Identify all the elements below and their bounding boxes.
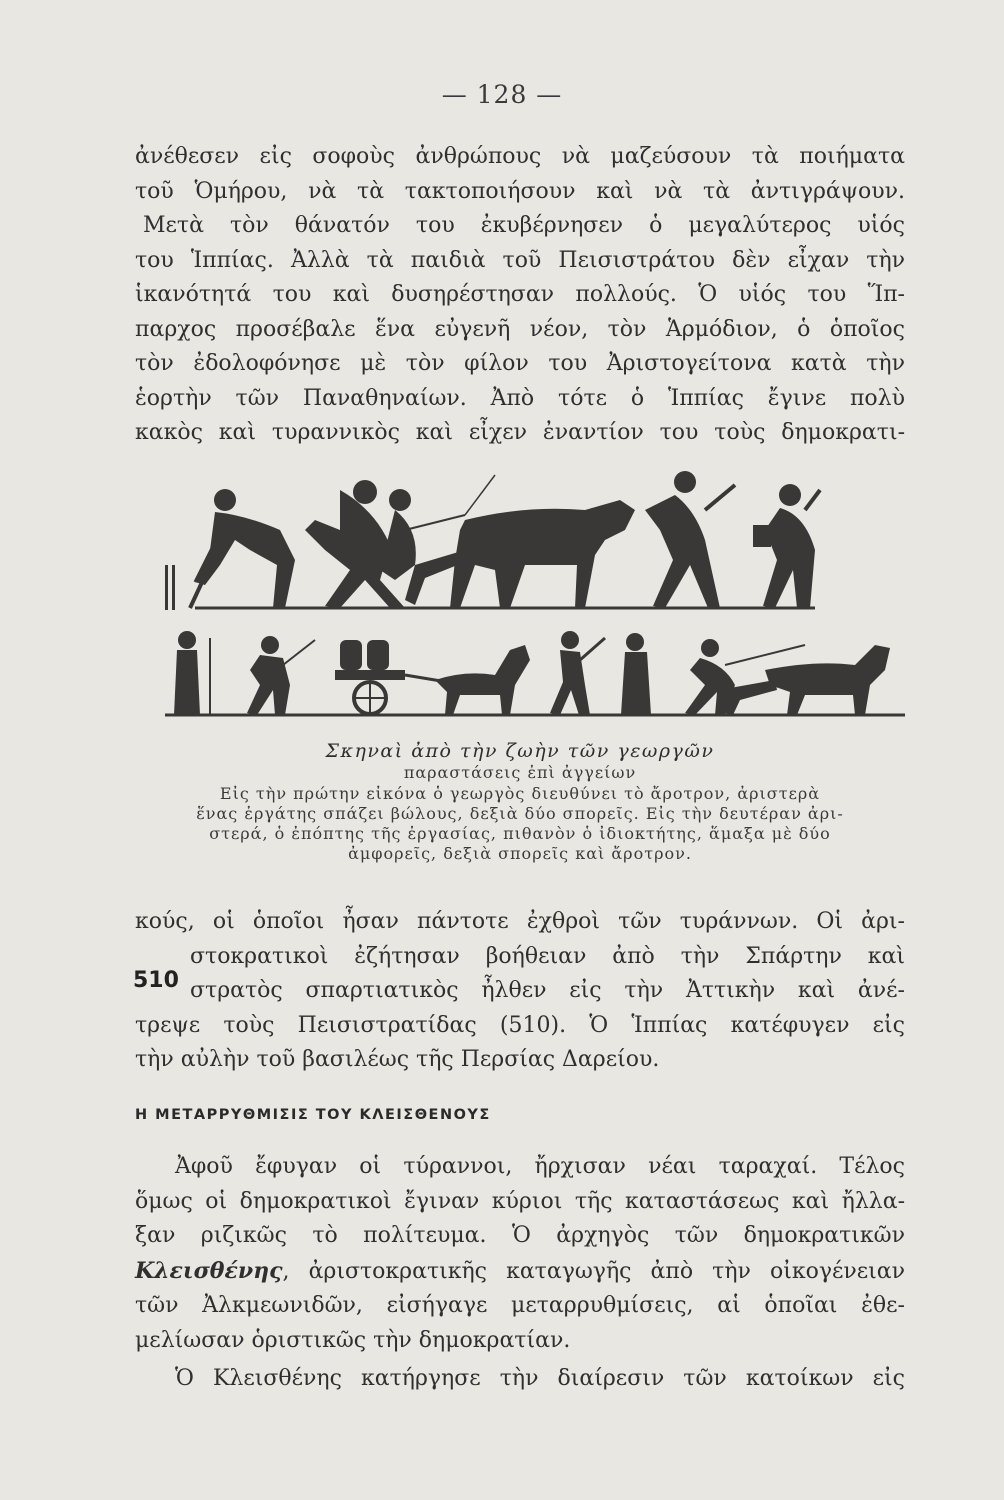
- paragraph-3: [135, 1150, 905, 1358]
- caption-text: [135, 784, 905, 864]
- text-line: μελίωσαν ὁριστικῶς τὴν δημοκρατίαν.: [135, 1327, 571, 1353]
- section-heading: Η ΜΕΤΑΡΡΥΘΜΙΣΙΣ ΤΟΥ ΚΛΕΙΣΘΕΝΟΥΣ: [135, 1107, 491, 1123]
- text-line: του Ἱππίας. Ἀλλὰ τὰ παιδιὰ τοῦ Πεισιστράτου δὲν εἶχαν τὴν: [135, 247, 905, 273]
- text-line: ξαν ριζικῶς τὸ πολίτευμα. Ὁ ἀρχηγὸς τῶν δημοκρατικῶν: [135, 1223, 905, 1248]
- text-line: ἀνέθεσεν εἰς σοφοὺς ἀνθρώπους νὰ μαζεύσουν τὰ ποιήματα: [135, 144, 905, 169]
- text-line: Ἀφοῦ ἔφυγαν οἱ τύραννοι, ἤρχισαν νέαι ταραχαί. Τέλος: [175, 1154, 905, 1179]
- caption-line: ἕνας ἐργάτης σπάζει βώλους, δεξιὰ δύο σπορεῖς. Εἰς τὴν δευτέραν ἀρι-: [196, 804, 844, 823]
- text-fragment: , ἀριστοκρατικῆς καταγωγῆς ἀπὸ τὴν οἰκογένειαν: [282, 1258, 905, 1284]
- vase-painting-farm-scene-icon: [165, 470, 905, 740]
- caption-subtitle: παραστάσεις ἐπὶ ἀγγείων: [403, 763, 637, 782]
- paragraph-1: [135, 140, 905, 451]
- vase-painting-figure: [165, 470, 905, 740]
- text-line: τρεψε τοὺς Πεισιστρατίδας (510). Ὁ Ἱππίας κατέφυγεν εἰς: [135, 1012, 905, 1038]
- emphasized-name: Κλεισθένης: [135, 1257, 283, 1284]
- page-number: — 128 —: [441, 80, 563, 109]
- margin-year: 510: [133, 968, 179, 993]
- caption-line: στερά, ὁ ἐπόπτης τῆς ἐργασίας, πιθανὸν ὁ ἰδιοκτήτης, ἅμαξα μὲ δύο: [209, 824, 831, 843]
- text-line: κακὸς καὶ τυραννικὸς καὶ εἶχεν ἐναντίον του τοὺς δημοκρατι-: [135, 420, 905, 445]
- text-line: τοῦ Ὁμήρου, νὰ τὰ τακτοποιήσουν καὶ νὰ τὰ ἀντιγράψουν.: [135, 178, 905, 204]
- text-line: ὅμως οἱ δημοκρατικοὶ ἔγιναν κύριοι τῆς καταστάσεως καὶ ἤλλα-: [135, 1188, 905, 1214]
- text-line: [135, 1254, 905, 1290]
- text-line: τὸν ἐδολοφόνησε μὲ τὸν φίλον του Ἀριστογείτονα κατὰ τὴν: [135, 351, 905, 376]
- text-line: Μετὰ τὸν θάνατόν του ἐκυβέρνησεν ὁ μεγαλύτερος υἱός: [143, 213, 905, 238]
- paragraph-4: [135, 1362, 905, 1397]
- paragraph-2: [135, 905, 905, 1078]
- caption-line: ἀμφορεῖς, δεξιὰ σπορεῖς καὶ ἄροτρον.: [348, 844, 692, 863]
- text-line: παρχος προσέβαλε ἕνα εὐγενῆ νέον, τὸν Ἁρμόδιον, ὁ ὁποῖος: [135, 316, 905, 342]
- caption-line: Εἰς τὴν πρώτην εἰκόνα ὁ γεωργὸς διευθύνει τὸ ἄροτρον, ἀριστερὰ: [219, 784, 821, 803]
- text-line: στοκρατικοὶ ἐζήτησαν βοήθειαν ἀπὸ τὴν Σπάρτην καὶ: [190, 943, 905, 969]
- text-line: Ὁ Κλεισθένης κατήργησε τὴν διαίρεσιν τῶν κατοίκων εἰς: [175, 1366, 905, 1391]
- text-line: στρατὸς σπαρτιατικὸς ἦλθεν εἰς τὴν Ἀττικὴν καὶ ἀνέ-: [190, 978, 905, 1003]
- text-line: ἱκανότητά του καὶ δυσηρέστησαν πολλούς. Ὁ υἱός του Ἵπ-: [135, 282, 905, 307]
- text-line: ἑορτὴν τῶν Παναθηναίων. Ἀπὸ τότε ὁ Ἱππίας ἔγινε πολὺ: [135, 385, 905, 411]
- figure-caption: [135, 740, 905, 864]
- text-line: τὴν αὐλὴν τοῦ βασιλέως τῆς Περσίας Δαρείου.: [135, 1047, 660, 1072]
- text-line: κούς, οἱ ὁποῖοι ἦσαν πάντοτε ἐχθροὶ τῶν τυράννων. Οἱ ἀρι-: [135, 909, 905, 934]
- text-line: τῶν Ἀλκμεωνιδῶν, εἰσήγαγε μεταρρυθμίσεις, αἱ ὁποῖαι ἐθε-: [135, 1293, 905, 1318]
- caption-title: Σκηναὶ ἀπὸ τὴν ζωὴν τῶν γεωργῶν: [325, 740, 715, 762]
